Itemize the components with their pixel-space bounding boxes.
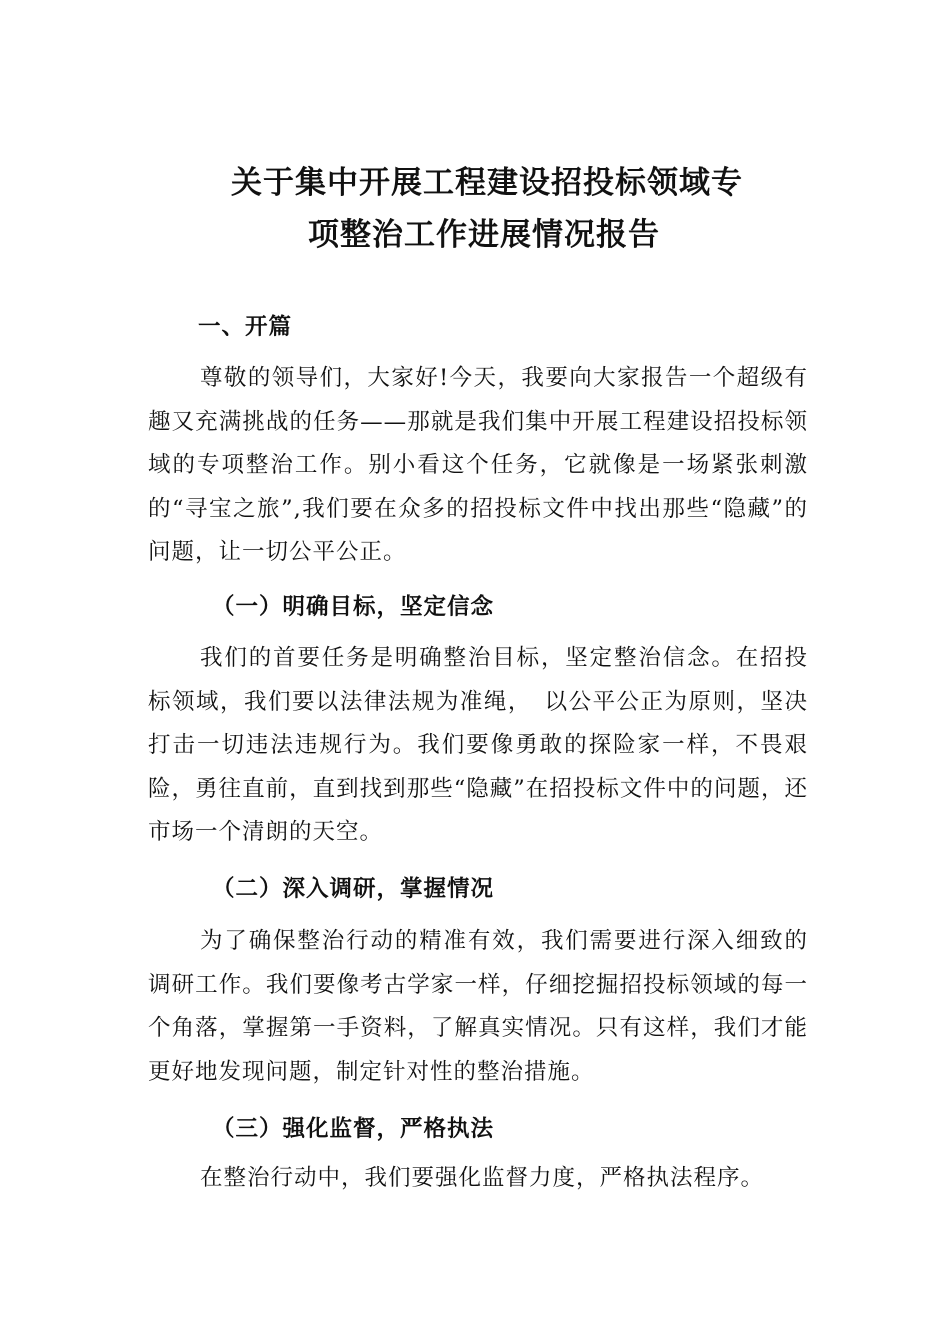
subsection-heading-1: （一）明确目标，坚定信念 — [212, 594, 495, 620]
document-title-line-1: 关于集中开展工程建设招投标领域专 — [231, 165, 743, 201]
paragraph-opening: 尊敬的领导们，大家好!今天，我要向大家报告一个超级有趣又充满挑战的任务——那就是我们集中开展工程建设招投标领域的专项整治工作。别小看这个任务，它就像是一场紧张刺激的“寻宝之旅”,我们要在众多的招投标文件中找出那些“隐藏”的问题，让一切公平公正。 — [148, 365, 808, 565]
paragraph-subsection-3: 在整治行动中，我们要强化监督力度，严格执法程序。 — [200, 1165, 765, 1191]
paragraph-subsection-2: 为了确保整治行动的精准有效，我们需要进行深入细致的调研工作。我们要像考古学家一样，仔细挖掘招投标领域的每一个角落，掌握第一手资料，了解真实情况。只有这样，我们才能更好地发现问题，制定针对性的整治措施。 — [148, 928, 808, 1085]
document-title-line-2: 项整治工作进展情况报告 — [308, 217, 660, 253]
section-heading-opening: 一、开篇 — [198, 314, 293, 340]
paragraph-subsection-1: 我们的首要任务是明确整治目标，坚定整治信念。在招投标领域，我们要以法律法规为准绳， 以公平公正为原则，坚决打击一切违法违规行为。我们要像勇敢的探险家一样，不畏艰险，勇往直前，直到找到那些“隐藏”在招投标文件中的问题，还市场一个清朗的天空。 — [148, 645, 808, 845]
subsection-heading-3: （三）强化监督，严格执法 — [212, 1116, 495, 1142]
subsection-heading-2: （二）深入调研，掌握情况 — [212, 876, 495, 902]
